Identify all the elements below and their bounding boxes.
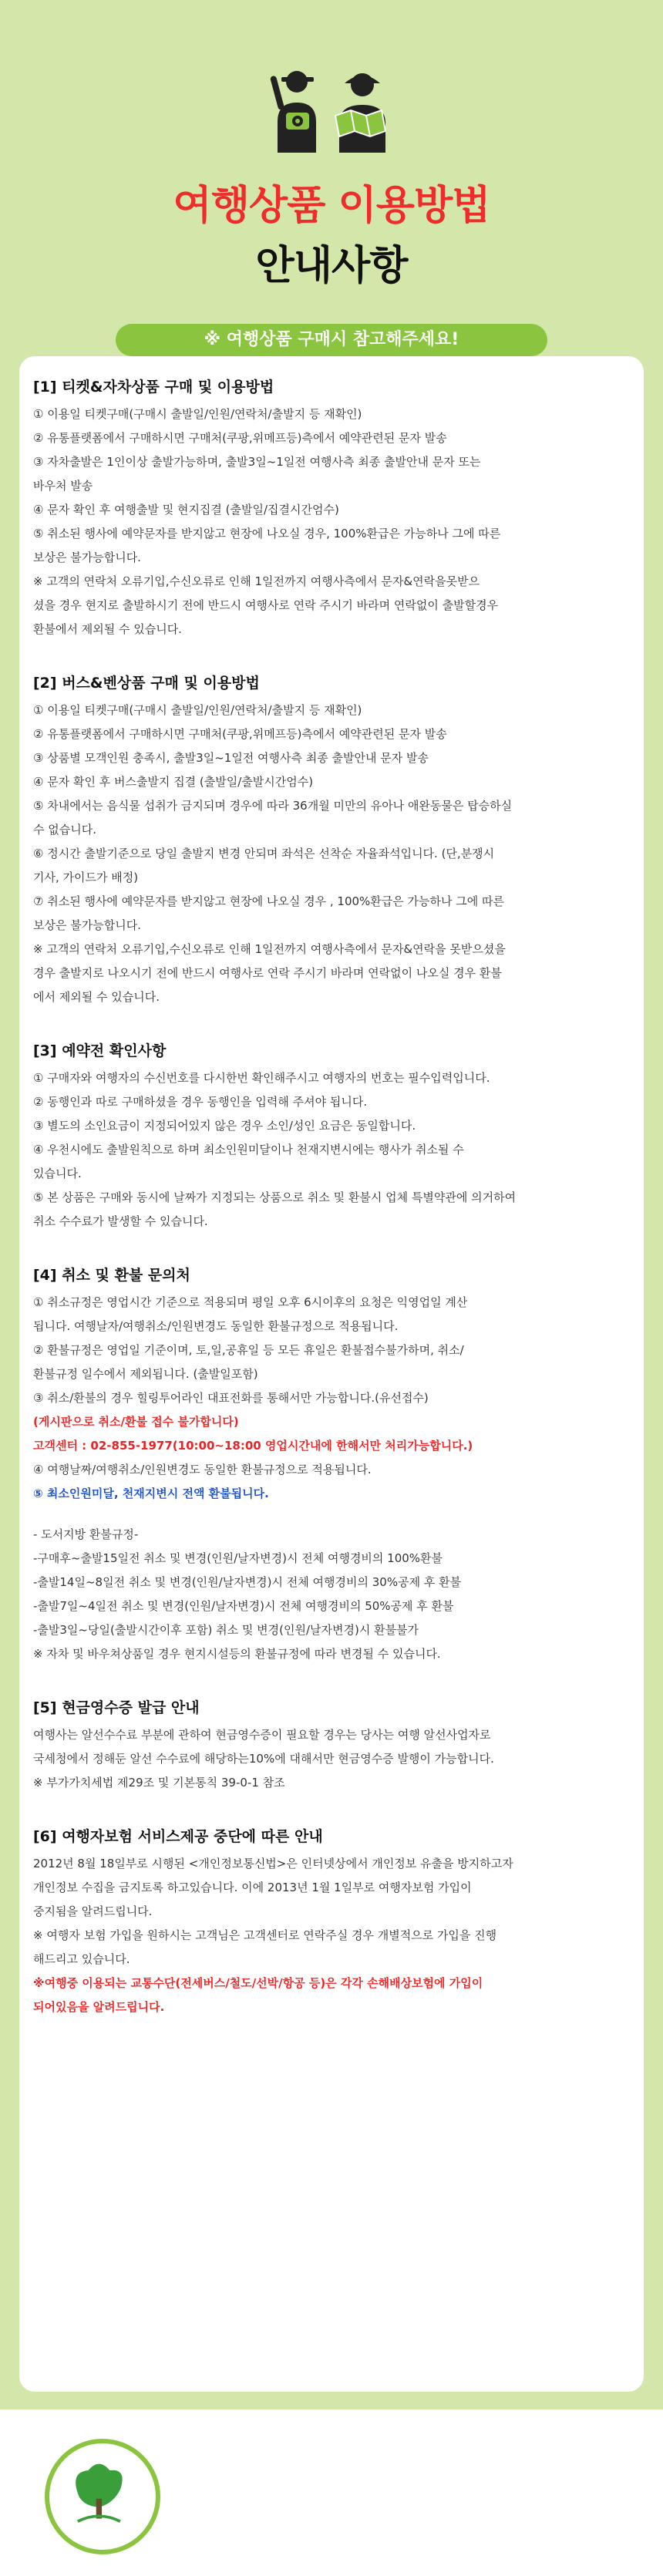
section-line: 해드리고 있습니다. — [33, 1952, 130, 1966]
section-line: 경우 출발지로 나오시기 전에 반드시 여행사로 연락 주시기 바라며 연락없이 나오실 경우 환불 — [33, 966, 502, 980]
section-line: -출발14일~8일전 취소 및 변경(인원/날자변경)시 전체 여행경비의 30%공제 후 환불 — [33, 1575, 462, 1589]
section-line: ③ 자차출발은 1인이상 출발가능하며, 출발3일~1일전 여행사측 최종 출발안내 문자 또는 — [33, 455, 481, 469]
section-6 — [33, 1824, 631, 2019]
section-2 — [33, 671, 631, 1009]
section-line: ※ 자차 및 바우쳐상품일 경우 현지시설등의 환불규정에 따라 변경될 수 있습니다. — [33, 1647, 441, 1661]
notice-banner: ※ 여행상품 구매시 참고해주세요! — [116, 324, 547, 356]
section-line: ④ 여행날짜/여행취소/인원변경도 동일한 환불규정으로 적용됩니다. — [33, 1463, 372, 1477]
section-title: [3] 예약전 확인사항 — [33, 1042, 167, 1059]
footer — [0, 2409, 663, 2576]
section-line: ② 동행인과 따로 구매하셨을 경우 동행인을 입력해 주셔야 됩니다. — [33, 1095, 368, 1109]
section-line: 보상은 불가능합니다. — [33, 551, 141, 564]
section-line: ※ 여행자 보험 가입을 원하시는 고객님은 고객센터로 연락주실 경우 개별적으로 가입을 진행 — [33, 1928, 497, 1942]
section-line: 취소 수수료가 발생할 수 있습니다. — [33, 1214, 208, 1228]
section-line: ② 유통플랫폼에서 구매하시면 구매처(쿠팡,위메프등)측에서 예약관련된 문자 발송 — [33, 727, 447, 741]
section-line: 2012년 8월 18일부로 시행된 <개인정보통신법>은 인터넷상에서 개인정보 유출을 방지하고자 — [33, 1857, 513, 1871]
section-line: -출발3일~당일(출발시간이후 포함) 취소 및 변경(인원/날자변경)시 환불불가 — [33, 1623, 419, 1637]
section-4 — [33, 1263, 631, 1666]
section-line: -출발7일~4일전 취소 및 변경(인원/날자변경)시 전체 여행경비의 50%공제 후 환불 — [33, 1599, 454, 1613]
section-line: ③ 상품별 모객인원 충족시, 출발3일~1일전 여행사측 최종 출발안내 문자 발송 — [33, 751, 429, 765]
section-line: 기사, 가이드가 배정) — [33, 870, 139, 884]
section-3 — [33, 1039, 631, 1234]
section-line: ② 환불규정은 영업일 기준이며, 토,일,공휴일 등 모든 휴일은 환불접수불가하며, 취소/ — [33, 1343, 464, 1357]
section-line: ③ 별도의 소인요금이 지정되어있지 않은 경우 소인/성인 요금은 동일합니다. — [33, 1119, 416, 1133]
section-line: 개인정보 수집을 금지토록 하고있습니다. 이에 2013년 1월 1일부로 여행자보험 가입이 — [33, 1881, 472, 1894]
section-line: ⑤ 본 상품은 구매와 동시에 날짜가 지정되는 상품으로 취소 및 환불시 업체 특별약관에 의거하여 — [33, 1190, 517, 1204]
section-line: 수 없습니다. — [33, 823, 96, 837]
section-line: ④ 우천시에도 출발원칙으로 하며 최소인원미달이나 천재지변시에는 행사가 취소될 수 — [33, 1143, 464, 1157]
section-line: 환불규정 일수에서 제외됩니다. (출발일포함) — [33, 1367, 258, 1381]
section-line: 국세청에서 정해둔 알선 수수료에 해당하는10%에 대해서만 현금영수증 발행이 가능합니다. — [33, 1752, 494, 1766]
section-line: ⑥ 정시간 출발기준으로 당일 출발지 변경 안되며 좌석은 선착순 자율좌석입니다. (단,분쟁시 — [33, 847, 495, 860]
section-line: 에서 제외될 수 있습니다. — [33, 990, 160, 1004]
section-line: ⑦ 취소된 행사에 예약문자를 받지않고 현장에 나오실 경우 , 100%환급은 가능하나 그에 따른 — [33, 894, 504, 908]
section-5 — [33, 1695, 631, 1795]
section-title: [6] 여행자보험 서비스제공 중단에 따른 안내 — [33, 1828, 323, 1845]
section-line: - 도서지방 환불규정- — [33, 1527, 139, 1541]
section-line: ② 유통플랫폼에서 구매하시면 구매처(쿠팡,위메프등)측에서 예약관련된 문자 발송 — [33, 431, 447, 445]
section-line: 환불에서 제외될 수 있습니다. — [33, 622, 182, 636]
section-line: ① 이용일 티켓구매(구매시 출발일/인원/연락처/출발지 등 재확인) — [33, 407, 362, 421]
page-header — [0, 0, 663, 308]
section-line: 여행사는 알선수수료 부분에 관하여 현금영수증이 필요할 경우는 당사는 여행 알선사업자로 — [33, 1728, 491, 1742]
section-line: ① 이용일 티켓구매(구매시 출발일/인원/연락처/출발지 등 재확인) — [33, 703, 362, 717]
section-line: ⑤ 차내에서는 음식물 섭취가 금지되며 경우에 따라 36개월 미만의 유아나 애완동물은 탑승하실 — [33, 799, 513, 813]
section-line: ※ 고객의 연락처 오류기입,수신오류로 인해 1일전까지 여행사측에서 문자&연락을 못받으셨을 — [33, 942, 506, 956]
section-title: [1] 티켓&자차상품 구매 및 이용방법 — [33, 379, 274, 396]
content-card — [19, 356, 644, 2392]
section-title: [5] 현금영수증 발급 안내 — [33, 1699, 200, 1716]
section-line: ④ 문자 확인 후 여행출발 및 현지집결 (출발일/집결시간엄수) — [33, 503, 339, 517]
section-line: 바우처 발송 — [33, 479, 93, 493]
sections-container — [33, 375, 631, 2049]
section-line: ⑤ 최소인원미달, 천재지변시 전액 환불됩니다. — [33, 1487, 269, 1500]
section-line: ① 취소규정은 영업시간 기준으로 적용되며 평일 오후 6시이후의 요청은 익영업일 계산 — [33, 1295, 468, 1309]
section-line: -구매후~출발15일전 취소 및 변경(인원/날자변경)시 전체 여행경비의 100%환불 — [33, 1551, 443, 1565]
section-line: ① 구매자와 여행자의 수신번호를 다시한번 확인해주시고 여행자의 번호는 필수입력입니다. — [33, 1071, 490, 1085]
page-title: 여행상품 이용방법 — [173, 183, 490, 229]
section-title: [2] 버스&벤상품 구매 및 이용방법 — [33, 675, 260, 692]
section-line: ④ 문자 확인 후 버스출발지 집결 (출발일/출발시간엄수) — [33, 775, 314, 789]
section-line: ※여행중 이용되는 교통수단(전세버스/철도/선박/항공 등)은 각각 손해배상보험에 가입이 — [33, 1976, 483, 1990]
company-logo — [45, 2439, 160, 2554]
section-line: (게시판으로 취소/환불 접수 불가합니다) — [33, 1415, 239, 1429]
section-line: 되어있음을 알려드립니다. — [33, 2000, 165, 2014]
section-line: 중지됨을 알려드립니다. — [33, 1904, 153, 1918]
traveler-camera-map-icon — [258, 68, 405, 160]
section-line: 고객센터 : 02-855-1977(10:00~18:00 영업시간내에 한해서만 처리가능합니다.) — [33, 1439, 473, 1453]
tree-heart-icon — [49, 2443, 156, 2550]
section-1 — [33, 375, 631, 641]
section-line: 보상은 불가능합니다. — [33, 918, 141, 932]
section-line: 있습니다. — [33, 1167, 82, 1180]
section-line: ※ 부가가치세법 제29조 및 기본통칙 39-0-1 참조 — [33, 1776, 285, 1790]
section-line: 셨을 경우 현지로 출발하시기 전에 반드시 여행사로 연락 주시기 바라며 연락없이 출발할경우 — [33, 598, 499, 612]
section-title: [4] 취소 및 환불 문의처 — [33, 1267, 190, 1284]
page-subtitle: 안내사항 — [255, 243, 408, 289]
section-line: 됩니다. 여행날자/여행취소/인원변경도 동일한 환불규정으로 적용됩니다. — [33, 1319, 399, 1333]
section-line: ※ 고객의 연락처 오류기입,수신오류로 인해 1일전까지 여행사측에서 문자&연락을못받으 — [33, 574, 480, 588]
section-line: ③ 취소/환불의 경우 힐링투어라인 대표전화를 통해서만 가능합니다.(유선접수) — [33, 1391, 429, 1405]
section-line: ⑤ 취소된 행사에 예약문자를 받지않고 현장에 나오실 경우, 100%환급은 가능하나 그에 따른 — [33, 527, 501, 540]
